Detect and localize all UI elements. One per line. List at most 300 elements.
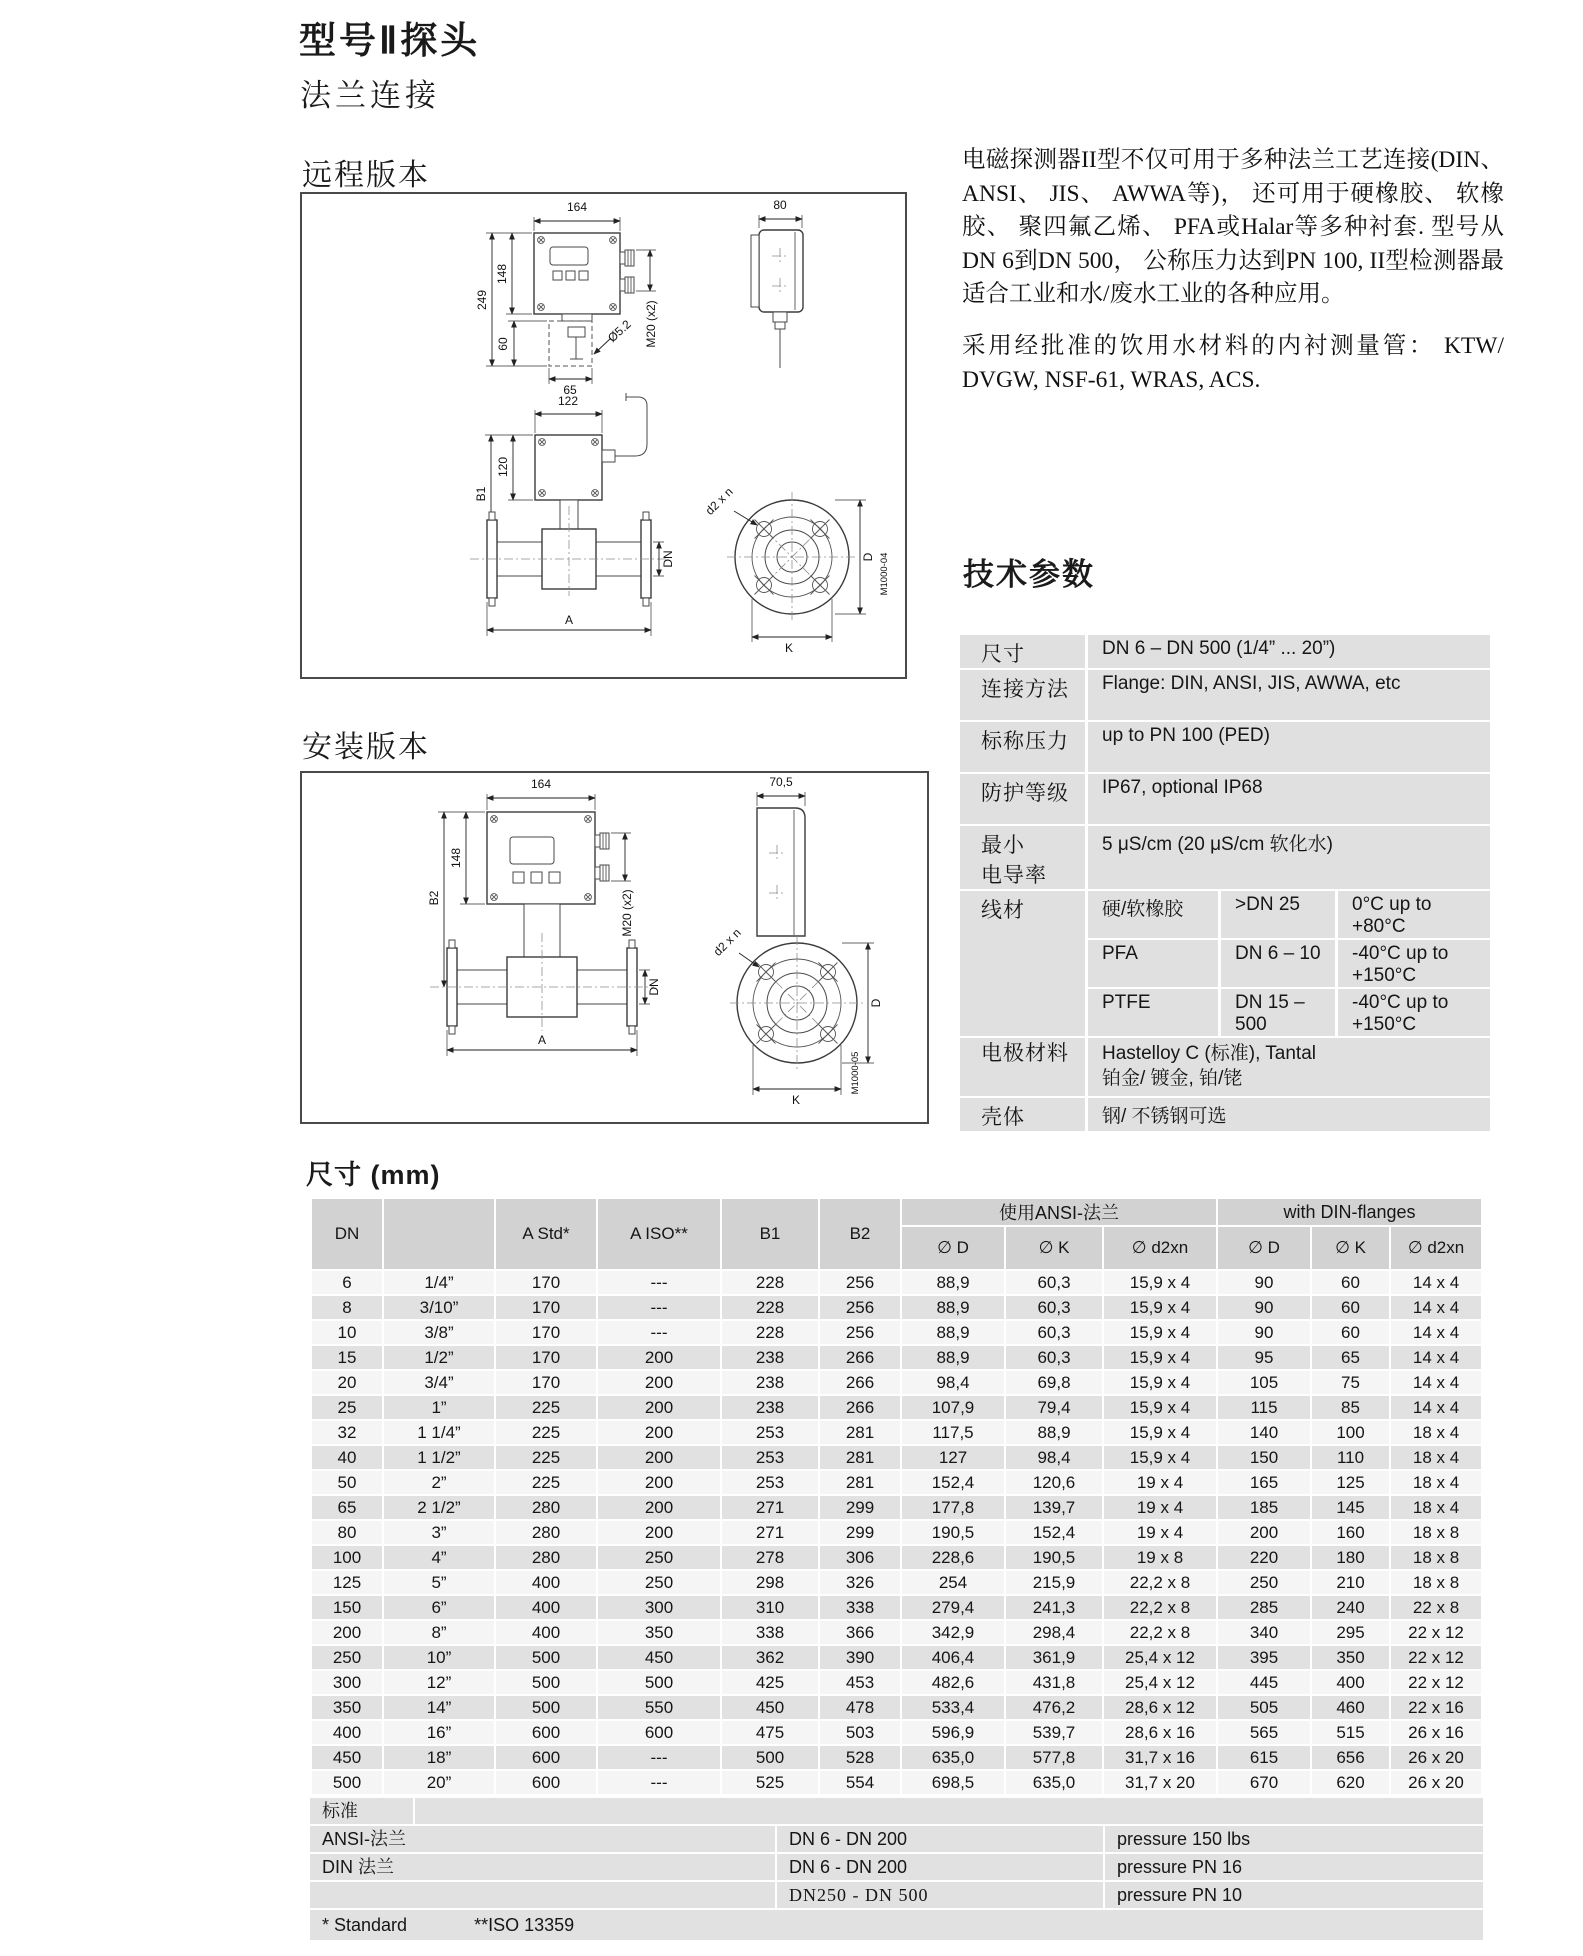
dims-row bbox=[312, 1771, 1481, 1794]
dims-cell: 95 bbox=[1218, 1346, 1310, 1369]
dims-cell: 2” bbox=[384, 1471, 494, 1494]
dims-cell: 90 bbox=[1218, 1296, 1310, 1319]
dim-label-b1: B1 bbox=[474, 486, 488, 502]
dims-cell: 450 bbox=[722, 1696, 818, 1719]
dims-cell: 400 bbox=[496, 1596, 596, 1619]
footer-standard-label: 标准 bbox=[310, 1798, 413, 1824]
dims-row bbox=[312, 1471, 1481, 1494]
footer-standard-spacer bbox=[415, 1798, 1483, 1824]
dims-row bbox=[312, 1296, 1481, 1319]
dim-label-flange-d: D bbox=[861, 552, 875, 562]
dims-cell: 32 bbox=[312, 1421, 382, 1444]
dims-cell: 266 bbox=[820, 1346, 900, 1369]
dims-cell: 238 bbox=[722, 1396, 818, 1419]
dim-label-a: A bbox=[537, 1033, 547, 1047]
liner-range: DN 6 – 10 bbox=[1218, 940, 1335, 987]
dims-cell: 15,9 x 4 bbox=[1104, 1421, 1216, 1444]
dims-group-header-row bbox=[312, 1199, 1481, 1225]
footer-notes bbox=[310, 1910, 1483, 1940]
dim-label-side-width: 80 bbox=[773, 198, 787, 212]
dims-cell: 18 x 8 bbox=[1391, 1571, 1481, 1594]
dim-label-bolt-holes: d2 x n bbox=[710, 925, 744, 959]
dims-cell: 2 1/2” bbox=[384, 1496, 494, 1519]
liner-material: 硬/软橡胶 bbox=[1085, 891, 1218, 938]
dims-cell: 600 bbox=[598, 1721, 720, 1744]
dims-cell: 400 bbox=[1312, 1671, 1389, 1694]
tech-label: 尺寸 bbox=[960, 635, 1085, 668]
dims-cell: 253 bbox=[722, 1421, 818, 1444]
dims-cell: 280 bbox=[496, 1496, 596, 1519]
dims-cell: 14” bbox=[384, 1696, 494, 1719]
tech-row-protection bbox=[960, 774, 1490, 824]
dims-cell: 395 bbox=[1218, 1646, 1310, 1669]
tech-label-line2: 电导率 bbox=[981, 864, 1047, 887]
dims-cell: 190,5 bbox=[1006, 1546, 1102, 1569]
col-header-ansi-d: ∅ D bbox=[902, 1227, 1004, 1269]
dims-row bbox=[312, 1521, 1481, 1544]
dims-cell: 600 bbox=[496, 1721, 596, 1744]
dims-cell: 3/10” bbox=[384, 1296, 494, 1319]
dims-row bbox=[312, 1371, 1481, 1394]
dims-cell: 338 bbox=[820, 1596, 900, 1619]
dims-cell: 453 bbox=[820, 1671, 900, 1694]
dims-cell: 528 bbox=[820, 1746, 900, 1769]
remote-version-drawing bbox=[300, 192, 907, 679]
dims-cell: 40 bbox=[312, 1446, 382, 1469]
dims-row bbox=[312, 1496, 1481, 1519]
dims-cell: 88,9 bbox=[902, 1321, 1004, 1344]
dims-cell: 299 bbox=[820, 1496, 900, 1519]
dims-row bbox=[312, 1421, 1481, 1444]
dim-label-flange-k: K bbox=[784, 641, 794, 655]
dims-row bbox=[312, 1596, 1481, 1619]
dims-cell: 670 bbox=[1218, 1771, 1310, 1794]
note-iso: **ISO 13359 bbox=[474, 1915, 575, 1935]
dims-cell: 18 x 4 bbox=[1391, 1471, 1481, 1494]
dims-cell: 25 bbox=[312, 1396, 382, 1419]
dims-cell: 22 x 12 bbox=[1391, 1621, 1481, 1644]
dims-cell: 31,7 x 16 bbox=[1104, 1746, 1216, 1769]
tech-params-table bbox=[960, 633, 1490, 1133]
col-header-ansi-d2xn: ∅ d2xn bbox=[1104, 1227, 1216, 1269]
dims-cell: 150 bbox=[1218, 1446, 1310, 1469]
footer-flange-pressure: pressure PN 16 bbox=[1105, 1854, 1483, 1880]
tech-row-conductivity bbox=[960, 826, 1490, 889]
dims-cell: --- bbox=[598, 1771, 720, 1794]
dims-cell: 19 x 4 bbox=[1104, 1521, 1216, 1544]
dims-cell: 225 bbox=[496, 1446, 596, 1469]
electrode-line1: Hastelloy C (标准), Tantal bbox=[1102, 1043, 1316, 1064]
footer-flange-range: DN 6 - DN 200 bbox=[777, 1826, 1103, 1852]
electrode-line2: 铂金/ 镀金, 铂/铑 bbox=[1102, 1068, 1243, 1089]
dims-row bbox=[312, 1621, 1481, 1644]
page-title: 型号Ⅱ探头 bbox=[299, 20, 481, 61]
dims-cell: 88,9 bbox=[902, 1296, 1004, 1319]
dims-cell: 22 x 12 bbox=[1391, 1646, 1481, 1669]
liner-temp: 0°C up to +80°C bbox=[1335, 891, 1490, 938]
dims-cell: 10 bbox=[312, 1321, 382, 1344]
dims-cell: --- bbox=[598, 1271, 720, 1294]
dims-cell: 431,8 bbox=[1006, 1671, 1102, 1694]
dims-cell: 14 x 4 bbox=[1391, 1396, 1481, 1419]
dims-cell: 250 bbox=[598, 1546, 720, 1569]
tech-row-size bbox=[960, 635, 1490, 668]
dims-cell: 253 bbox=[722, 1471, 818, 1494]
dims-cell: 200 bbox=[598, 1396, 720, 1419]
dims-row bbox=[312, 1671, 1481, 1694]
dim-label-dn: DN bbox=[661, 550, 675, 568]
dims-cell: 31,7 x 20 bbox=[1104, 1771, 1216, 1794]
col-header-dn: DN bbox=[312, 1199, 382, 1269]
dims-cell: 295 bbox=[1312, 1621, 1389, 1644]
dims-cell: 253 bbox=[722, 1446, 818, 1469]
note-standard: * Standard bbox=[322, 1915, 408, 1935]
col-header-b1: B1 bbox=[722, 1199, 818, 1269]
dims-cell: 533,4 bbox=[902, 1696, 1004, 1719]
dims-cell: 22,2 x 8 bbox=[1104, 1571, 1216, 1594]
dims-cell: 26 x 16 bbox=[1391, 1721, 1481, 1744]
dims-cell: 200 bbox=[312, 1621, 382, 1644]
dims-cell: 60 bbox=[1312, 1321, 1389, 1344]
dims-cell: 28,6 x 12 bbox=[1104, 1696, 1216, 1719]
dims-cell: 281 bbox=[820, 1421, 900, 1444]
dims-cell: 500 bbox=[496, 1646, 596, 1669]
dim-label-b2: B2 bbox=[427, 890, 441, 906]
dims-cell: 16” bbox=[384, 1721, 494, 1744]
dim-label-bolt-holes: d2 x n bbox=[702, 484, 736, 518]
dims-cell: 8 bbox=[312, 1296, 382, 1319]
dims-cell: 15,9 x 4 bbox=[1104, 1371, 1216, 1394]
group-header-ansi: 使用ANSI-法兰 bbox=[902, 1199, 1216, 1225]
dims-cell: 170 bbox=[496, 1271, 596, 1294]
dim-label-cable-gland: M20 (x2) bbox=[620, 889, 634, 937]
dims-cell: 20 bbox=[312, 1371, 382, 1394]
dims-cell: 105 bbox=[1218, 1371, 1310, 1394]
drawing-code: M1000-05 bbox=[850, 1051, 861, 1095]
dims-cell: 15 bbox=[312, 1346, 382, 1369]
dim-label-flange-d: D bbox=[869, 998, 883, 1008]
dims-cell: 60,3 bbox=[1006, 1296, 1102, 1319]
dims-cell: 505 bbox=[1218, 1696, 1310, 1719]
dim-label-side-width: 70,5 bbox=[769, 775, 793, 789]
footer-din-row bbox=[310, 1854, 1483, 1880]
dims-cell: 366 bbox=[820, 1621, 900, 1644]
dims-cell: 425 bbox=[722, 1671, 818, 1694]
dims-cell: 6” bbox=[384, 1596, 494, 1619]
dims-cell: 600 bbox=[496, 1746, 596, 1769]
dims-cell: 306 bbox=[820, 1546, 900, 1569]
dims-cell: 170 bbox=[496, 1296, 596, 1319]
dims-cell: 3/8” bbox=[384, 1321, 494, 1344]
dims-cell: 228,6 bbox=[902, 1546, 1004, 1569]
dims-cell: 285 bbox=[1218, 1596, 1310, 1619]
dims-cell: 200 bbox=[598, 1471, 720, 1494]
dims-cell: 271 bbox=[722, 1521, 818, 1544]
dimensions-table-wrap bbox=[310, 1197, 1483, 1940]
dims-cell: 400 bbox=[496, 1621, 596, 1644]
footer-ansi-row bbox=[310, 1826, 1483, 1852]
dims-cell: 225 bbox=[496, 1421, 596, 1444]
dims-cell: 22,2 x 8 bbox=[1104, 1596, 1216, 1619]
dims-cell: 60,3 bbox=[1006, 1321, 1102, 1344]
dims-cell: 300 bbox=[312, 1671, 382, 1694]
dims-row bbox=[312, 1571, 1481, 1594]
dims-cell: 6 bbox=[312, 1271, 382, 1294]
intro-paragraph-2: 采用经批准的饮用水材料的内衬测量管： KTW/ DVGW, NSF-61, WRAS, ACS. bbox=[962, 333, 1504, 393]
dims-cell: 266 bbox=[820, 1396, 900, 1419]
dims-cell: 500 bbox=[598, 1671, 720, 1694]
dims-cell: 299 bbox=[820, 1521, 900, 1544]
dim-label-front-height: 148 bbox=[495, 263, 509, 285]
dims-cell: 362 bbox=[722, 1646, 818, 1669]
dims-cell: 278 bbox=[722, 1546, 818, 1569]
dims-cell: 150 bbox=[312, 1596, 382, 1619]
dims-cell: 450 bbox=[598, 1646, 720, 1669]
dims-cell: 98,4 bbox=[1006, 1446, 1102, 1469]
dims-row bbox=[312, 1646, 1481, 1669]
dims-cell: 240 bbox=[1312, 1596, 1389, 1619]
dims-cell: 250 bbox=[312, 1646, 382, 1669]
dim-label-front-height: 148 bbox=[449, 847, 463, 869]
dims-cell: 125 bbox=[1312, 1471, 1389, 1494]
dims-cell: 18 x 4 bbox=[1391, 1421, 1481, 1444]
group-header-din: with DIN-flanges bbox=[1218, 1199, 1481, 1225]
dim-label-flange-k: K bbox=[791, 1093, 801, 1107]
remote-drawing-svg bbox=[302, 194, 905, 677]
dims-cell: 1 1/4” bbox=[384, 1421, 494, 1444]
dims-cell: 50 bbox=[312, 1471, 382, 1494]
dims-cell: 460 bbox=[1312, 1696, 1389, 1719]
dimensions-table bbox=[310, 1197, 1483, 1796]
dim-label-front-width: 164 bbox=[566, 200, 588, 214]
dims-cell: 1/4” bbox=[384, 1271, 494, 1294]
dim-label-front-width: 164 bbox=[530, 777, 552, 791]
dim-label-hole-diameter: Ø5.2 bbox=[604, 317, 634, 345]
tech-row-pressure bbox=[960, 722, 1490, 772]
dims-cell: 19 x 4 bbox=[1104, 1471, 1216, 1494]
tech-value bbox=[1085, 1038, 1490, 1096]
dims-cell: 8” bbox=[384, 1621, 494, 1644]
dims-cell: 200 bbox=[598, 1496, 720, 1519]
dims-cell: 88,9 bbox=[902, 1271, 1004, 1294]
dims-cell: 200 bbox=[1218, 1521, 1310, 1544]
dims-row bbox=[312, 1546, 1481, 1569]
tech-label: 防护等级 bbox=[960, 774, 1085, 824]
page-subtitle: 法兰连接 bbox=[300, 78, 440, 113]
dims-cell: 15,9 x 4 bbox=[1104, 1296, 1216, 1319]
dims-cell: 60,3 bbox=[1006, 1271, 1102, 1294]
dims-cell: 65 bbox=[1312, 1346, 1389, 1369]
dims-cell: --- bbox=[598, 1746, 720, 1769]
dims-row bbox=[312, 1346, 1481, 1369]
dims-cell: 170 bbox=[496, 1346, 596, 1369]
dim-label-front-lower: 60 bbox=[496, 337, 510, 351]
dims-cell: 210 bbox=[1312, 1571, 1389, 1594]
dims-cell: 503 bbox=[820, 1721, 900, 1744]
dims-cell: 1 1/2” bbox=[384, 1446, 494, 1469]
dims-cell: 228 bbox=[722, 1321, 818, 1344]
tech-row-liner-1 bbox=[960, 891, 1490, 938]
dim-label-cable-gland: M20 (x2) bbox=[644, 300, 658, 348]
dims-row bbox=[312, 1446, 1481, 1469]
dims-cell: 90 bbox=[1218, 1321, 1310, 1344]
dims-cell: 18 x 8 bbox=[1391, 1521, 1481, 1544]
dims-cell: 565 bbox=[1218, 1721, 1310, 1744]
dims-cell: 482,6 bbox=[902, 1671, 1004, 1694]
dims-cell: 170 bbox=[496, 1371, 596, 1394]
footer-din2-row bbox=[310, 1882, 1483, 1908]
col-header-a-std: A Std* bbox=[496, 1199, 596, 1269]
dims-cell: 160 bbox=[1312, 1521, 1389, 1544]
dims-cell: 281 bbox=[820, 1471, 900, 1494]
dims-cell: 19 x 4 bbox=[1104, 1496, 1216, 1519]
dims-cell: 250 bbox=[598, 1571, 720, 1594]
dims-cell: 1/2” bbox=[384, 1346, 494, 1369]
dims-cell: 180 bbox=[1312, 1546, 1389, 1569]
tech-row-connection bbox=[960, 670, 1490, 720]
dim-label-a: A bbox=[564, 613, 574, 627]
dims-cell: 500 bbox=[312, 1771, 382, 1794]
dims-cell: 220 bbox=[1218, 1546, 1310, 1569]
dims-cell: 115 bbox=[1218, 1396, 1310, 1419]
dims-cell: 15,9 x 4 bbox=[1104, 1346, 1216, 1369]
dims-cell: 14 x 4 bbox=[1391, 1346, 1481, 1369]
dim-label-dn: DN bbox=[647, 978, 661, 996]
dims-cell: 28,6 x 16 bbox=[1104, 1721, 1216, 1744]
dims-cell: 139,7 bbox=[1006, 1496, 1102, 1519]
dims-cell: 3/4” bbox=[384, 1371, 494, 1394]
tech-label: 连接方法 bbox=[960, 670, 1085, 720]
dims-cell: 350 bbox=[312, 1696, 382, 1719]
dims-cell: 170 bbox=[496, 1321, 596, 1344]
footer-flange-range: DN250 - DN 500 bbox=[777, 1882, 1103, 1908]
dims-cell: 90 bbox=[1218, 1271, 1310, 1294]
dims-cell: 125 bbox=[312, 1571, 382, 1594]
dims-row bbox=[312, 1721, 1481, 1744]
dims-cell: 615 bbox=[1218, 1746, 1310, 1769]
dims-cell: 5” bbox=[384, 1571, 494, 1594]
dims-cell: 4” bbox=[384, 1546, 494, 1569]
dims-cell: 26 x 20 bbox=[1391, 1771, 1481, 1794]
tech-value: IP67, optional IP68 bbox=[1085, 774, 1490, 824]
dims-row bbox=[312, 1746, 1481, 1769]
dims-cell: 228 bbox=[722, 1296, 818, 1319]
liner-material: PFA bbox=[1085, 940, 1218, 987]
dims-cell: 238 bbox=[722, 1346, 818, 1369]
dims-cell: 1” bbox=[384, 1396, 494, 1419]
col-header-din-k: ∅ K bbox=[1312, 1227, 1389, 1269]
dims-cell: 88,9 bbox=[1006, 1421, 1102, 1444]
dims-cell: 152,4 bbox=[1006, 1521, 1102, 1544]
dim-label-front-total: 249 bbox=[475, 289, 489, 311]
dims-cell: 20” bbox=[384, 1771, 494, 1794]
dims-cell: 228 bbox=[722, 1271, 818, 1294]
section-heading-tech-params: 技术参数 bbox=[963, 557, 1095, 592]
tech-value: 5 μS/cm (20 μS/cm 软化水) bbox=[1085, 826, 1490, 889]
dims-cell: 200 bbox=[598, 1421, 720, 1444]
dims-cell: 12” bbox=[384, 1671, 494, 1694]
dims-cell: 75 bbox=[1312, 1371, 1389, 1394]
dims-cell: 600 bbox=[496, 1771, 596, 1794]
intro-paragraph-1: 电磁探测器II型不仅可用于多种法兰工艺连接(DIN、 ANSI、 JIS、 AWWA等)， 还可用于硬橡胶、 软橡胶、 聚四氟乙烯、 PFA或Halar等多种衬套. 型号从DN 6到DN 500， 公称压力达到PN 100, II型检测器最适合工业和水/废水工业的各种应用。 bbox=[962, 147, 1504, 307]
dims-cell: 14 x 4 bbox=[1391, 1321, 1481, 1344]
dims-cell: 80 bbox=[312, 1521, 382, 1544]
footer-flange-pressure: pressure PN 10 bbox=[1105, 1882, 1483, 1908]
dims-cell: 298,4 bbox=[1006, 1621, 1102, 1644]
dims-cell: 18” bbox=[384, 1746, 494, 1769]
dims-cell: 225 bbox=[496, 1396, 596, 1419]
tech-value: Flange: DIN, ANSI, JIS, AWWA, etc bbox=[1085, 670, 1490, 720]
tech-value: DN 6 – DN 500 (1/4” ... 20”) bbox=[1085, 635, 1490, 668]
dims-cell: 60,3 bbox=[1006, 1346, 1102, 1369]
dims-cell: 577,8 bbox=[1006, 1746, 1102, 1769]
dims-cell: 15,9 x 4 bbox=[1104, 1446, 1216, 1469]
dims-cell: 185 bbox=[1218, 1496, 1310, 1519]
tech-value: up to PN 100 (PED) bbox=[1085, 722, 1490, 772]
dims-cell: 635,0 bbox=[902, 1746, 1004, 1769]
section-heading-remote-version: 远程版本 bbox=[302, 159, 430, 192]
dims-cell: 238 bbox=[722, 1371, 818, 1394]
dims-cell: 254 bbox=[902, 1571, 1004, 1594]
dims-cell: 100 bbox=[312, 1546, 382, 1569]
dims-cell: 635,0 bbox=[1006, 1771, 1102, 1794]
dims-cell: 478 bbox=[820, 1696, 900, 1719]
liner-range: DN 15 – 500 bbox=[1218, 989, 1335, 1036]
dims-cell: 18 x 4 bbox=[1391, 1496, 1481, 1519]
dims-cell: 15,9 x 4 bbox=[1104, 1396, 1216, 1419]
dims-cell: 22,2 x 8 bbox=[1104, 1621, 1216, 1644]
col-header-a-iso: A ISO** bbox=[598, 1199, 720, 1269]
dims-cell: 698,5 bbox=[902, 1771, 1004, 1794]
dims-cell: 117,5 bbox=[902, 1421, 1004, 1444]
mount-drawing-svg bbox=[302, 773, 927, 1122]
dims-cell: 256 bbox=[820, 1296, 900, 1319]
dims-cell: 256 bbox=[820, 1271, 900, 1294]
dims-cell: 326 bbox=[820, 1571, 900, 1594]
col-header-din-d: ∅ D bbox=[1218, 1227, 1310, 1269]
dims-cell: 85 bbox=[1312, 1396, 1389, 1419]
dims-cell: 18 x 8 bbox=[1391, 1546, 1481, 1569]
tech-label: 线材 bbox=[960, 891, 1085, 1036]
dims-cell: 445 bbox=[1218, 1671, 1310, 1694]
tech-label: 标称压力 bbox=[960, 722, 1085, 772]
dims-cell: 14 x 4 bbox=[1391, 1371, 1481, 1394]
footer-standard-row bbox=[310, 1798, 1483, 1824]
dims-cell: 177,8 bbox=[902, 1496, 1004, 1519]
dims-cell: 200 bbox=[598, 1346, 720, 1369]
dims-cell: 107,9 bbox=[902, 1396, 1004, 1419]
dims-cell: 340 bbox=[1218, 1621, 1310, 1644]
dims-cell: 152,4 bbox=[902, 1471, 1004, 1494]
dims-cell: 3” bbox=[384, 1521, 494, 1544]
dims-cell: 22 x 12 bbox=[1391, 1671, 1481, 1694]
dims-cell: 279,4 bbox=[902, 1596, 1004, 1619]
dims-cell: 15,9 x 4 bbox=[1104, 1321, 1216, 1344]
dims-cell: 476,2 bbox=[1006, 1696, 1102, 1719]
tech-label: 壳体 bbox=[960, 1098, 1085, 1131]
dims-cell: 22 x 16 bbox=[1391, 1696, 1481, 1719]
dims-cell: 18 x 4 bbox=[1391, 1446, 1481, 1469]
dims-cell: 110 bbox=[1312, 1446, 1389, 1469]
liner-temp: -40°C up to +150°C bbox=[1335, 989, 1490, 1036]
dims-cell: 271 bbox=[722, 1496, 818, 1519]
dims-cell: 14 x 4 bbox=[1391, 1271, 1481, 1294]
liner-material: PTFE bbox=[1085, 989, 1218, 1036]
dims-cell: 596,9 bbox=[902, 1721, 1004, 1744]
col-header-inch bbox=[384, 1199, 494, 1269]
dims-cell: 539,7 bbox=[1006, 1721, 1102, 1744]
dims-cell: 19 x 8 bbox=[1104, 1546, 1216, 1569]
